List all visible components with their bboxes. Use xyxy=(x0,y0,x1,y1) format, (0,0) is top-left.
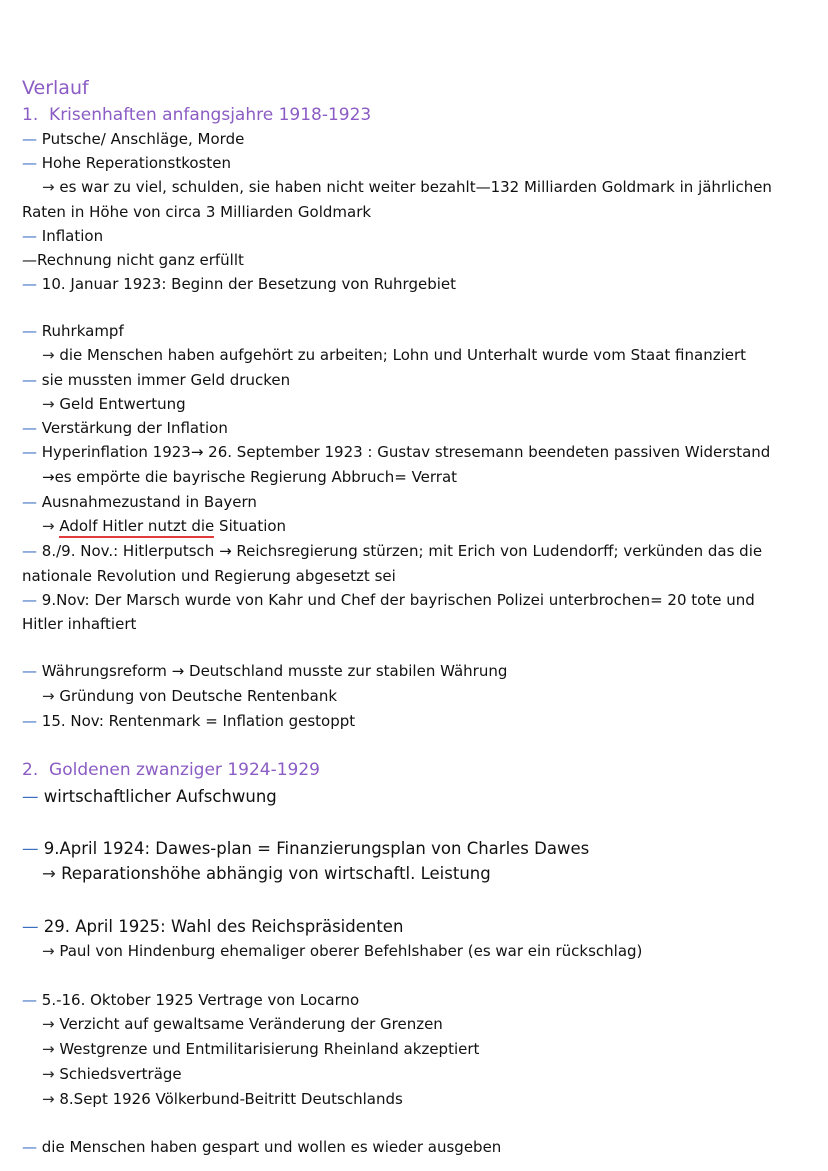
sub-item: →es empörte die bayrische Regierung Abbruch= Verrat xyxy=(42,468,458,486)
arrow-right-icon: → xyxy=(42,1015,55,1033)
sub-item: → Adolf Hitler nutzt die Situation xyxy=(42,516,286,536)
list-item: — Verstärkung der Inflation xyxy=(22,419,228,437)
section-2-heading xyxy=(22,759,320,781)
list-item: — Ruhrkampf xyxy=(22,322,124,340)
section-title: Goldenen zwanziger 1924-1929 xyxy=(49,760,320,780)
list-item: — 15. Nov: Rentenmark = Inflation gestoppt xyxy=(22,712,356,730)
section-number: 1. xyxy=(22,105,39,125)
arrow-right-icon: → xyxy=(42,1090,55,1108)
dash-icon: — xyxy=(22,322,37,340)
dash-icon: — xyxy=(22,493,37,511)
sub-item: → Reparationshöhe abhängig von wirtschaftl. Leistung xyxy=(42,864,491,883)
list-item: — Inflation xyxy=(22,227,104,245)
arrow-right-icon: → xyxy=(42,1040,55,1058)
list-item: — Hohe Reperationstkosten xyxy=(22,154,232,172)
list-item: — 9.April 1924: Dawes-plan = Finanzierungsplan von Charles Dawes xyxy=(22,839,590,858)
dash-icon: — xyxy=(22,542,37,560)
arrow-right-icon: → xyxy=(42,687,55,705)
list-item: — 29. April 1925: Wahl des Reichspräsidenten xyxy=(22,917,404,936)
dash-icon: — xyxy=(22,275,37,293)
arrow-right-icon: → xyxy=(42,942,55,960)
list-item: — Hyperinflation 1923→ 26. September 1923 : Gustav stresemann beendeten passiven Widerstand xyxy=(22,443,771,461)
arrow-right-icon: → xyxy=(42,517,55,535)
arrow-right-icon: → xyxy=(42,346,55,364)
arrow-right-icon: → xyxy=(42,178,55,196)
dash-icon: — xyxy=(22,712,37,730)
list-item: —Rechnung nicht ganz erfüllt xyxy=(22,251,244,269)
underlined-text: Adolf Hitler nutzt die xyxy=(59,517,214,538)
sub-item: → 8.Sept 1926 Völkerbund-Beitritt Deutschlands xyxy=(42,1090,403,1108)
dash-icon: — xyxy=(22,662,37,680)
dash-icon: — xyxy=(22,591,37,609)
sub-item: → es war zu viel, schulden, sie haben nicht weiter bezahlt—132 Milliarden Goldmark in jährlichen xyxy=(42,178,772,196)
arrow-right-icon: → xyxy=(42,395,55,413)
list-item: — 10. Januar 1923: Beginn der Besetzung von Ruhrgebiet xyxy=(22,275,456,293)
dash-icon: — xyxy=(22,1138,37,1156)
dash-icon: — xyxy=(22,443,37,461)
sub-item: → Schiedsverträge xyxy=(42,1065,182,1083)
list-item-continued: Hitler inhaftiert xyxy=(22,615,137,633)
dash-icon: — xyxy=(22,991,37,1009)
list-item: — 5.-16. Oktober 1925 Vertrage von Locarno xyxy=(22,991,360,1009)
page-title: Verlauf xyxy=(22,77,89,99)
sub-item: → die Menschen haben aufgehört zu arbeiten; Lohn und Unterhalt wurde vom Staat finanziert xyxy=(42,346,747,364)
list-item: — sie mussten immer Geld drucken xyxy=(22,371,291,389)
sub-item: → Geld Entwertung xyxy=(42,395,186,413)
dash-icon: — xyxy=(22,787,39,806)
list-item: — 8./9. Nov.: Hitlerputsch → Reichsregierung stürzen; mit Erich von Ludendorff; verkünden das die xyxy=(22,542,763,560)
dash-icon: — xyxy=(22,839,39,858)
sub-item: → Gründung von Deutsche Rentenbank xyxy=(42,687,338,705)
list-item: — wirtschaftlicher Aufschwung xyxy=(22,787,277,806)
dash-icon: — xyxy=(22,419,37,437)
list-item: — die Menschen haben gespart und wollen es wieder ausgeben xyxy=(22,1138,502,1156)
sub-item: → Paul von Hindenburg ehemaliger oberer Befehlshaber (es war ein rückschlag) xyxy=(42,942,643,960)
section-1-heading xyxy=(22,104,371,126)
section-number: 2. xyxy=(22,760,39,780)
list-item: — 9.Nov: Der Marsch wurde von Kahr und Chef der bayrischen Polizei unterbrochen= 20 tote und xyxy=(22,591,755,609)
dash-icon: — xyxy=(22,130,37,148)
list-item: — Ausnahmezustand in Bayern xyxy=(22,493,257,511)
section-title: Krisenhaften anfangsjahre 1918-1923 xyxy=(49,105,372,125)
dash-icon: — xyxy=(22,154,37,172)
dash-icon: — xyxy=(22,917,39,936)
arrow-right-icon: → xyxy=(42,1065,55,1083)
list-item-continued: nationale Revolution und Regierung abgesetzt sei xyxy=(22,567,396,585)
arrow-right-icon: → xyxy=(42,864,56,883)
sub-item: → Westgrenze und Entmilitarisierung Rheinland akzeptiert xyxy=(42,1040,480,1058)
list-item: — Währungsreform → Deutschland musste zur stabilen Währung xyxy=(22,662,508,680)
dash-icon: — xyxy=(22,227,37,245)
sub-item-continued: Raten in Höhe von circa 3 Milliarden Goldmark xyxy=(22,203,372,221)
sub-item: → Verzicht auf gewaltsame Veränderung der Grenzen xyxy=(42,1015,443,1033)
list-item: — Putsche/ Anschläge, Morde xyxy=(22,130,245,148)
dash-icon: — xyxy=(22,371,37,389)
